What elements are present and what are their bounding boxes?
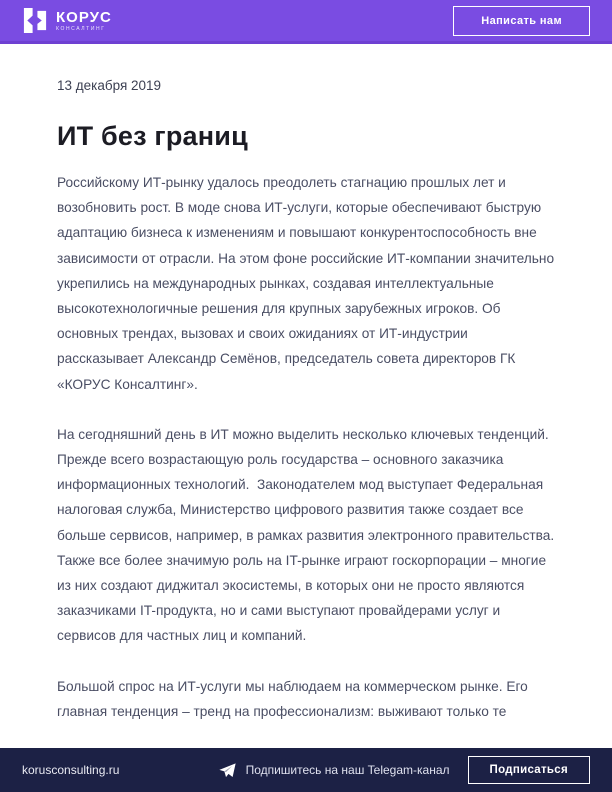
subscribe-button[interactable]: Подписаться [468,756,591,784]
article-paragraph: На сегодняшний день в ИТ можно выделить несколько ключевых тенденций. Прежде всего возрастающую роль государства – основного заказчика информационных технологий. Законодателем мод выступает Федеральная налоговая служба, Министерство цифрового развития также создает все больше сервисов, например, в рамках развития электронного правительства. Также все более значимую роль на IT-рынке играют госкорпорации – многие из них создают диджитал экосистемы, в которых они не просто являются заказчиками IT-продукта, но и сами выступают провайдерами услуг и сервисов для частных лиц и компаний. [57,426,555,644]
korus-logo-icon [22,7,49,34]
logo-title: КОРУС [56,8,112,26]
site-header [0,0,612,44]
article-title: ИТ без границ [57,121,248,151]
article [0,44,612,729]
article-paragraph: Большой спрос на ИТ-услуги мы наблюдаем на коммерческом рынке. Его главная тенденция – тренд на профессионализм: выживают только те [57,678,528,719]
site-footer [0,748,612,792]
korus-logo[interactable] [22,7,112,34]
telegram-subscribe-text: Подпишитесь на наш Telegam-канал [245,763,450,777]
footer-telegram-block [219,756,590,784]
logo-text [56,10,112,32]
logo-subtitle: КОНСАЛТИНГ [56,25,106,32]
telegram-paper-plane-icon [219,763,236,778]
article-paragraph: Российскому ИТ-рынку удалось преодолеть стагнацию прошлых лет и возобновить рост. В моде снова ИТ-услуги, которые обеспечивают быструю адаптацию бизнеса к изменениям и повышают конкурентоспособность вне зависимости от отрасли. На этом фоне российские ИТ-компании значительно укрепились на международных рынках, создавая интеллектуальные высокотехнологичные решения для крупных зарубежных игроков. Об основных трендах, вызовах и своих ожиданиях от ИТ-индустрии рассказывает Александр Семёнов, председатель совета директоров ГК «КОРУС Консалтинг». [57,175,555,392]
article-date: 13 декабря 2019 [57,78,162,93]
article-body [57,170,557,724]
contact-button[interactable]: Написать нам [453,6,590,36]
site-link[interactable]: korusconsulting.ru [22,763,120,777]
